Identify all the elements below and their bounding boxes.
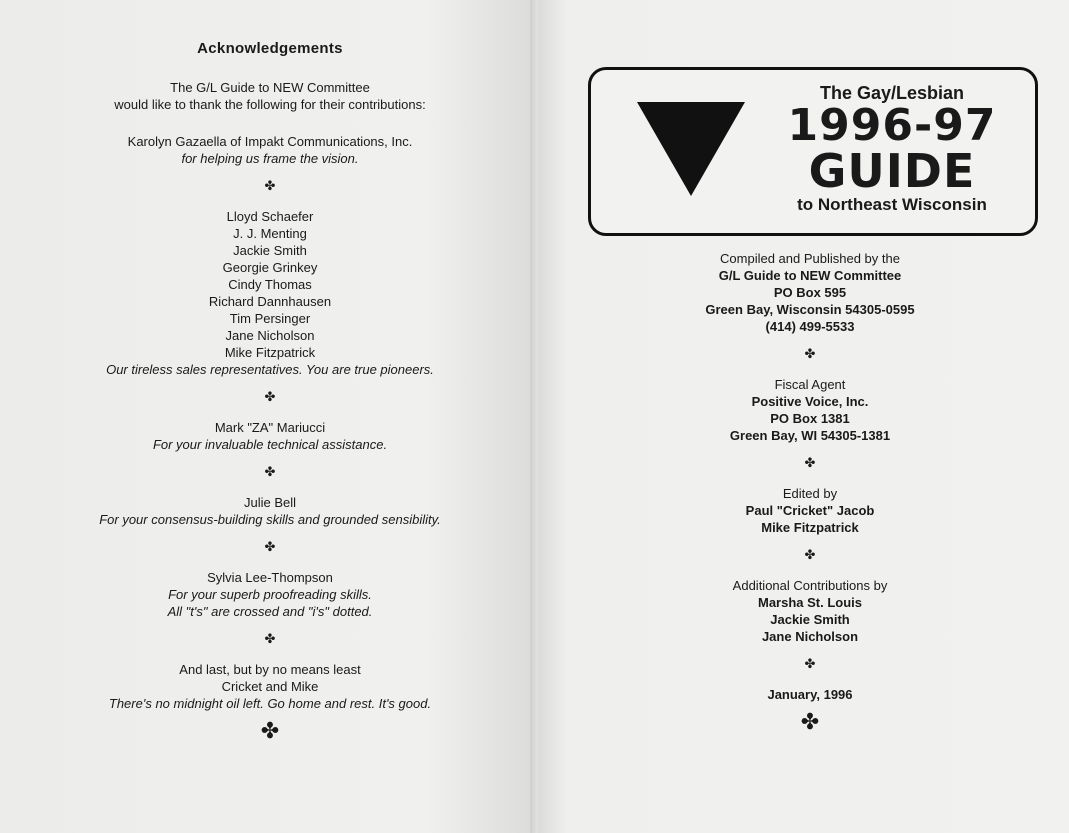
credit-value: Marsha St. Louis xyxy=(757,595,863,610)
ornament-icon: ✤ xyxy=(800,709,820,734)
contributor-note: Our tireless sales representatives. You are true pioneers. xyxy=(106,362,434,377)
contributor-note: For your superb proofreading skills. xyxy=(168,587,372,602)
ornament-icon: ✤ xyxy=(804,455,816,470)
credit-value: Jane Nicholson xyxy=(761,629,859,644)
acknowledgements-section xyxy=(40,40,500,753)
contributor-name: Tim Persinger xyxy=(229,311,311,326)
contributor-name: Cindy Thomas xyxy=(228,277,312,292)
sales-block xyxy=(40,208,500,378)
contributor-name: Julie Bell xyxy=(243,495,297,510)
ornament-icon: ✤ xyxy=(264,178,276,193)
ornament-icon: ✤ xyxy=(804,656,816,671)
ornament-icon: ✤ xyxy=(264,539,276,554)
credit-value: Paul "Cricket" Jacob xyxy=(745,503,875,518)
credit-value: PO Box 595 xyxy=(773,285,847,300)
credit-value: Positive Voice, Inc. xyxy=(751,394,869,409)
karolyn-block xyxy=(40,133,500,167)
title-line-4: to Northeast Wisconsin xyxy=(797,195,987,214)
julie-block xyxy=(40,494,500,528)
additional-block xyxy=(560,577,1060,645)
contributor-note: For your invaluable technical assistance. xyxy=(152,437,388,452)
contributor-name: Mark "ZA" Mariucci xyxy=(214,420,326,435)
credit-label: Fiscal Agent xyxy=(774,377,846,392)
publication-date: January, 1996 xyxy=(767,687,853,702)
contributor-note: All "t's" are crossed and "i's" dotted. xyxy=(167,604,373,619)
intro-line: would like to thank the following for their contributions: xyxy=(114,97,426,112)
contributor-name: Richard Dannhausen xyxy=(208,294,332,309)
compiled-block xyxy=(560,250,1060,335)
contributor-name: Karolyn Gazaella of Impakt Communications, Inc. xyxy=(127,134,413,149)
contributor-note: For your consensus-building skills and grounded sensibility. xyxy=(99,512,441,527)
page-gutter xyxy=(530,0,538,833)
ornament-icon: ✤ xyxy=(264,389,276,404)
contributor-name: Jackie Smith xyxy=(233,243,307,258)
contributor-note: for helping us frame the vision. xyxy=(181,151,359,166)
contributor-name: Georgie Grinkey xyxy=(222,260,318,275)
credit-value: G/L Guide to NEW Committee xyxy=(718,268,902,283)
credit-value: Green Bay, Wisconsin 54305-0595 xyxy=(705,302,915,317)
credit-value: PO Box 1381 xyxy=(770,411,850,426)
credit-value: Green Bay, WI 54305-1381 xyxy=(729,428,891,443)
closing-line: And last, but by no means least xyxy=(179,662,361,677)
ornament-icon: ✤ xyxy=(264,631,276,646)
inverted-triangle-icon xyxy=(637,102,745,196)
title-guide: GUIDE xyxy=(808,144,976,198)
fiscal-block xyxy=(560,376,1060,444)
credit-label: Edited by xyxy=(782,486,838,501)
sylvia-block xyxy=(40,569,500,620)
last-block xyxy=(40,661,500,712)
title-year: 1996-97 xyxy=(787,100,997,151)
edited-block xyxy=(560,485,1060,536)
intro-line: The G/L Guide to NEW Committee xyxy=(170,80,370,95)
credit-label: Additional Contributions by xyxy=(732,578,888,593)
title-box xyxy=(588,67,1038,236)
contributor-name: Lloyd Schaefer xyxy=(226,209,314,224)
contributor-name: Cricket and Mike xyxy=(221,679,319,694)
credits-section xyxy=(560,250,1060,744)
credit-label: Compiled and Published by the xyxy=(720,251,900,266)
contributor-name: Mike Fitzpatrick xyxy=(224,345,316,360)
credit-value: Jackie Smith xyxy=(770,612,850,627)
title-text xyxy=(751,82,1033,216)
ornament-icon: ✤ xyxy=(260,718,280,743)
credit-value: (414) 499-5533 xyxy=(765,319,855,334)
contributor-name: Sylvia Lee-Thompson xyxy=(207,570,333,585)
title-line-1: The Gay/Lesbian xyxy=(819,83,965,103)
contributor-name: J. J. Menting xyxy=(233,226,307,241)
intro-block xyxy=(40,79,500,113)
mark-block xyxy=(40,419,500,453)
credit-value: Mike Fitzpatrick xyxy=(761,520,859,535)
ornament-icon: ✤ xyxy=(264,464,276,479)
contributor-name: Jane Nicholson xyxy=(225,328,315,343)
ornament-icon: ✤ xyxy=(804,346,816,361)
contributor-note: There's no midnight oil left. Go home and rest. It's good. xyxy=(108,696,432,711)
ornament-icon: ✤ xyxy=(804,547,816,562)
acknowledgements-heading: Acknowledgements xyxy=(197,40,343,57)
date-block xyxy=(560,686,1060,703)
